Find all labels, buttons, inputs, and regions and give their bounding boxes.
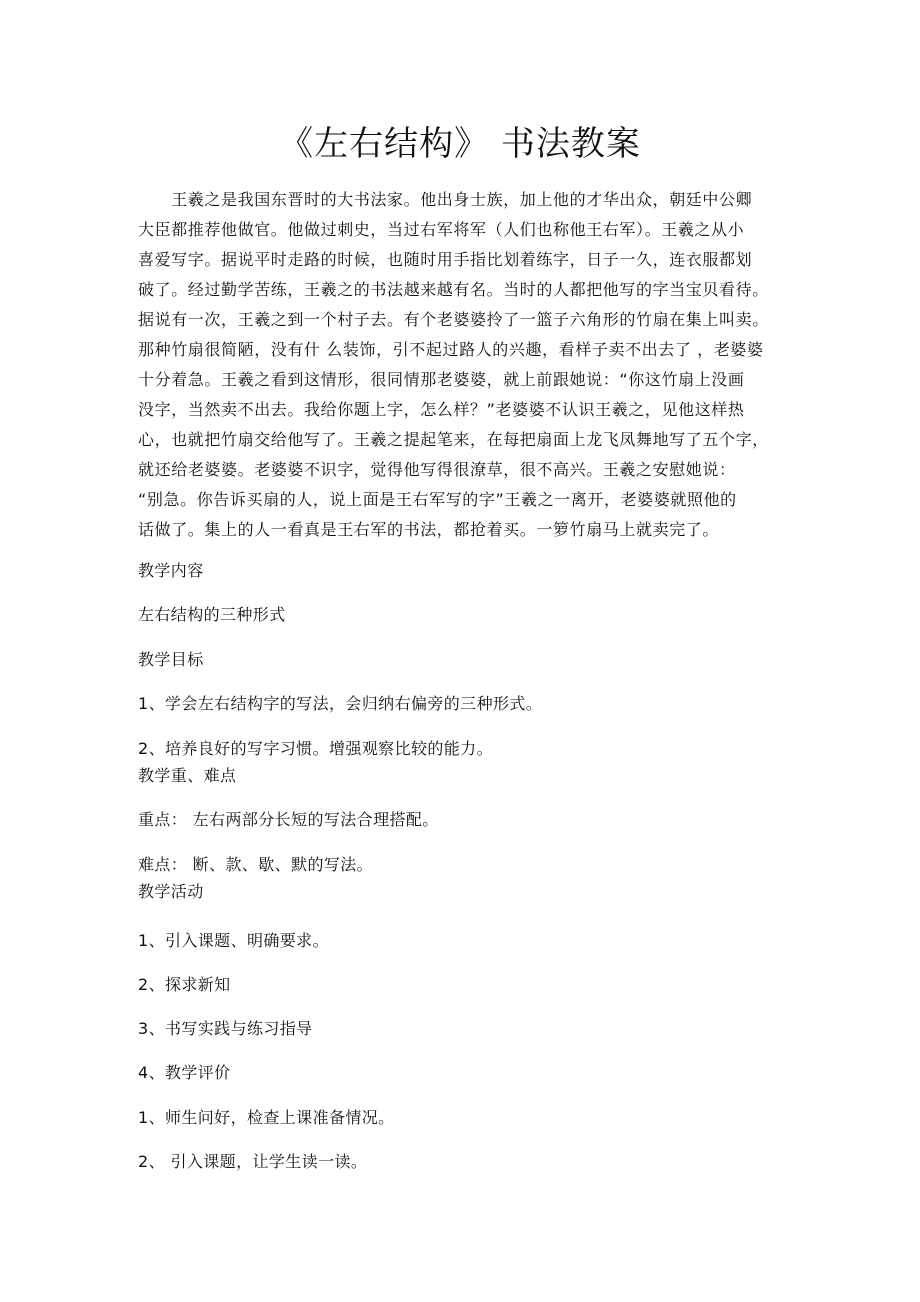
key-point: 重点： 左右两部分长短的写法合理搭配。 — [138, 810, 439, 829]
story-line: 心，也就把竹扇交给他写了。王羲之提起笔来，在每把扇面上龙飞凤舞地写了五个字， — [138, 430, 769, 449]
story-line: “别急。你告诉买扇的人，说上面是王右军写的字”王羲之一离开，老婆婆就照他的 — [138, 490, 737, 509]
story-line: 十分着急。王羲之看到这情形，很同情那老婆婆，就上前跟她说：“你这竹扇上没画 — [138, 370, 745, 389]
story-line: 据说有一次，王羲之到一个村子去。有个老婆婆拎了一篮子六角形的竹扇在集上叫卖。 — [138, 310, 769, 329]
story-line: 没字，当然卖不出去。我给你题上字，怎么样？”老婆婆不认识王羲之，见他这样热 — [138, 400, 745, 419]
step-item: 2、 引入课题，让学生读一读。 — [138, 1152, 368, 1171]
document-title: 《左右结构》 书法教案 — [279, 124, 641, 164]
goal-item: 2、培养良好的写字习惯。增强观察比较的能力。 — [138, 739, 493, 758]
step-item: 1、师生问好，检查上课准备情况。 — [138, 1108, 395, 1127]
goal-item: 1、学会左右结构字的写法，会归纳右偏旁的三种形式。 — [138, 694, 543, 713]
content-text: 左右结构的三种形式 — [138, 605, 286, 624]
story-line: 话做了。集上的人一看真是王右军的书法，都抢着买。一箩竹扇马上就卖完了。 — [138, 520, 720, 539]
activity-item: 1、引入课题、明确要求。 — [138, 931, 329, 950]
content-heading: 教学内容 — [138, 561, 204, 580]
story-line: 就还给老婆婆。老婆婆不识字，觉得他写得很潦草，很不高兴。王羲之安慰她说： — [138, 460, 736, 479]
activity-heading: 教学活动 — [138, 882, 204, 901]
activity-item: 2、探求新知 — [138, 975, 231, 994]
activity-item: 4、教学评价 — [138, 1063, 231, 1082]
story-line: 大臣都推荐他做官。他做过刺史，当过右军将军（人们也称他王右军）。王羲之从小 — [138, 220, 745, 239]
story-line: 王羲之是我国东晋时的大书法家。他出身士族，加上他的才华出众，朝廷中公卿 — [138, 190, 753, 209]
activity-item: 3、书写实践与练习指导 — [138, 1019, 313, 1038]
key-heading: 教学重、难点 — [138, 766, 237, 785]
story-line: 那种竹扇很简陋，没有什 么装饰，引不起过路人的兴趣，看样子卖不出去了 ，老婆婆 — [138, 340, 764, 359]
story-line: 喜爱写字。据说平时走路的时候，也随时用手指比划着练字，日子一久，连衣服都划 — [138, 250, 753, 269]
goals-heading: 教学目标 — [138, 650, 204, 669]
difficult-point: 难点： 断、款、歇、默的写法。 — [138, 855, 374, 874]
story-line: 破了。经过勤学苦练，王羲之的书法越来越有名。当时的人都把他写的字当宝贝看待。 — [138, 280, 769, 299]
